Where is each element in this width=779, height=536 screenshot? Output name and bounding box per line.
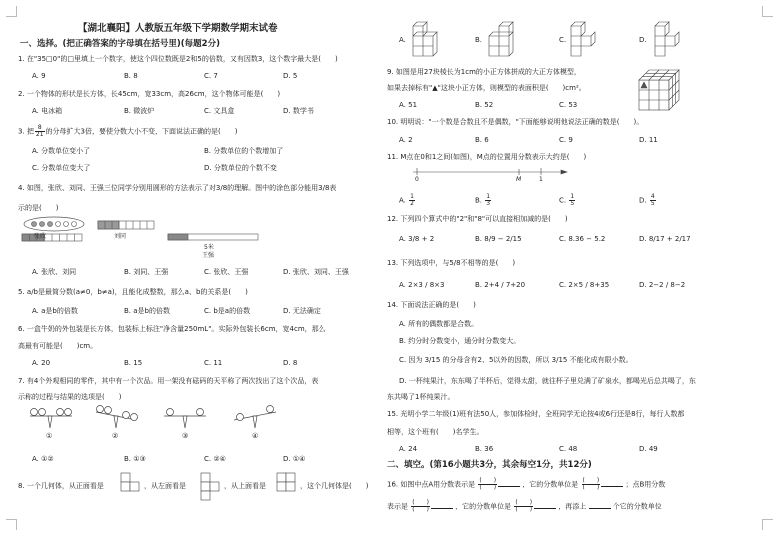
question-8-stem-a: 8. 一个几何体，从正面看是: [18, 482, 104, 490]
question-13-stem: 13. 下列选项中，与5/8不相等的是( ): [387, 259, 516, 267]
q11-option-a[interactable]: [399, 194, 416, 207]
q2-option-a[interactable]: A. 电冰箱: [32, 107, 63, 115]
q2-option-d[interactable]: D. 数学书: [283, 107, 314, 115]
q16-line-d: [534, 502, 556, 509]
q16-line-c: [431, 502, 453, 509]
q9-option-a[interactable]: A. 51: [399, 101, 418, 109]
question-10-stem: 10. 明明说："一个数是合数且不是偶数，"下面能够说明他说法正确的数是( )。: [387, 118, 644, 126]
q7-option-c[interactable]: C. ②④: [204, 455, 226, 463]
q12-option-b[interactable]: B. 8/9 − 2/15: [475, 235, 522, 243]
q11-a-frac: [409, 194, 415, 207]
q14-option-d-line2: 东共喝了1杯纯果汁。: [387, 393, 455, 401]
q6-option-b[interactable]: B. 15: [124, 359, 143, 367]
question-12-stem: 12. 下列四个算式中的"2"和"8"可以直接相加减的是( ): [387, 215, 568, 223]
q8-option-a[interactable]: A.: [399, 36, 406, 44]
q4-option-c[interactable]: C. 张欣、王强: [204, 268, 249, 276]
q11-b-frac: [485, 194, 491, 207]
q11-axis-1: 1: [539, 176, 543, 183]
q13-option-d[interactable]: D. 2−2 / 8−2: [639, 281, 686, 289]
question-7-stem: 7. 有4个外观相同的零件，其中有一个次品。用一架没有砝码的天平称了两次找出了这个次品，表: [18, 377, 319, 385]
q11-option-c[interactable]: [559, 194, 576, 207]
q13-option-c[interactable]: C. 2×5 / 8+35: [559, 281, 610, 289]
q4-label-wangqiang: 王强: [202, 252, 215, 259]
q11-number-line: [411, 166, 571, 184]
q11-axis-0: 0: [415, 176, 419, 183]
q14-option-c[interactable]: C. 因为 3/15 的分母含有2、5以外的因数，所以 3/15 不能化成有限小数。: [399, 356, 633, 364]
q4-option-d[interactable]: D. 张欣、刘同、王强: [283, 268, 349, 276]
question-8-stem-c: ，从上面看是: [224, 482, 266, 490]
q13-option-a[interactable]: A. 2×3 / 8×3: [399, 281, 445, 289]
q16-line2b: ，它的分数单位是: [455, 502, 512, 511]
q15-option-b[interactable]: B. 36: [475, 445, 494, 453]
question-9-stem: 9. 如图是用27块棱长为1cm的小正方体拼成的大正方体模型，: [387, 68, 581, 76]
q8-solid-options: [411, 18, 731, 62]
crop-mark: [762, 519, 773, 530]
q4-option-b[interactable]: B. 刘同、王强: [124, 268, 169, 276]
q3-frac-numerator: 8: [35, 125, 45, 132]
q1-option-a[interactable]: A. 9: [32, 72, 46, 80]
q8-option-c[interactable]: C.: [559, 36, 567, 44]
q9-option-c[interactable]: C. 53: [559, 101, 578, 109]
q12-option-a[interactable]: A. 3/8 + 2: [399, 235, 435, 243]
q12-option-d[interactable]: D. 8/17 + 2/17: [639, 235, 691, 243]
q5-option-c[interactable]: C. b是a的倍数: [204, 307, 251, 315]
crop-mark: [6, 6, 17, 17]
q11-d-label: D.: [639, 196, 647, 205]
question-2-stem: 2. 一个物体的形状是长方体，长45cm，宽33cm，高26cm，这个物体可能是( ): [18, 90, 281, 98]
question-15-stem: 15. 光明小学二年级(1)班有法50人，参加体检时，全班同学无论按4或6行还是8行，每行人数都: [387, 410, 685, 418]
q5-option-b[interactable]: B. a是b的倍数: [124, 307, 170, 315]
question-8-stem-b: ，从左面看是: [144, 482, 186, 490]
q16-stem-text: 16. 如图中点A用分数表示是: [387, 480, 476, 489]
q11-option-d[interactable]: [639, 194, 657, 207]
q7-label-2: ②: [112, 432, 119, 440]
q15-option-d[interactable]: D. 49: [639, 445, 658, 453]
question-16-line2: [387, 500, 662, 513]
q16-blank-b[interactable]: $\frac{( )}{( )}$: [582, 477, 600, 491]
q3-fraction: [35, 125, 45, 138]
q8-left-view: [200, 472, 222, 502]
q10-option-c[interactable]: C. 9: [559, 136, 573, 144]
q9-option-b[interactable]: B. 52: [475, 101, 494, 109]
q3-option-b[interactable]: B. 分数单位的个数增加了: [204, 147, 284, 155]
q3-stem-post: 的分母扩大3倍，要使分数大小不变，下面说法正确的是( ): [45, 127, 238, 136]
q8-option-b[interactable]: B.: [475, 36, 483, 44]
q6-option-c[interactable]: C. 11: [204, 359, 223, 367]
q11-d-frac: [650, 194, 656, 207]
q4-label-5m: 5米: [204, 244, 214, 251]
q3-stem-pre: 3. 把: [18, 127, 34, 136]
q16-line2c: ，再添上: [558, 502, 587, 511]
question-4-stem-line2: 示的是( ): [18, 204, 59, 212]
q4-label-liutong: 刘同: [114, 233, 127, 240]
q7-label-3: ③: [182, 432, 189, 440]
q12-option-c[interactable]: C. 8.36 − 5.2: [559, 235, 606, 243]
q11-b-den: 3: [486, 200, 491, 207]
q7-option-d[interactable]: D. ①④: [283, 455, 306, 463]
q10-option-a[interactable]: A. 2: [399, 136, 413, 144]
q7-balance-figures: [28, 406, 288, 442]
q2-option-c[interactable]: C. 文具盒: [204, 107, 235, 115]
q4-figure: [22, 216, 262, 260]
q16-line-b: [601, 480, 623, 487]
q14-option-b[interactable]: B. 约分时分数变小，通分时分数变大。: [399, 337, 521, 345]
question-14-stem: 14. 下面说法正确的是( ): [387, 301, 476, 309]
q11-b-num: 1: [486, 193, 491, 200]
q6-option-d[interactable]: D. 8: [283, 359, 298, 367]
q16-line-a: [498, 480, 520, 487]
q14-option-a[interactable]: A. 所有的偶数都是合数。: [399, 320, 479, 328]
q15-option-c[interactable]: C. 48: [559, 445, 578, 453]
q16-line2d: 个它的分数单位: [612, 502, 662, 511]
q11-axis-m: M: [516, 176, 522, 183]
q3-option-c[interactable]: C. 分数单位变大了: [32, 164, 91, 172]
q7-label-1: ①: [46, 432, 53, 440]
q11-option-b[interactable]: [475, 194, 492, 207]
q1-option-b[interactable]: B. 8: [124, 72, 138, 80]
q11-c-label: C.: [559, 196, 567, 205]
q11-a-den: 2: [410, 200, 414, 207]
q3-option-d[interactable]: D. 分数单位的个数不变: [204, 164, 277, 172]
q11-c-frac: [569, 194, 575, 207]
q11-d-den: 5: [650, 200, 655, 207]
q15-option-a[interactable]: A. 24: [399, 445, 418, 453]
q3-frac-denominator: 21: [35, 131, 44, 138]
q16-end-text: ；点B用分数: [625, 480, 666, 489]
q1-option-c[interactable]: C. 7: [204, 72, 218, 80]
question-6-stem: 6. 一盒牛奶的外包装是长方体，包装标上标注"净含量250mL"。实际外包装长6cm，宽4cm，那么: [18, 325, 326, 333]
q5-option-d[interactable]: D. 无法确定: [283, 307, 321, 315]
question-15-stem-line2: 相等，这个班有( )名学生。: [387, 428, 484, 436]
q11-a-num: 1: [410, 193, 414, 200]
q16-blank-d[interactable]: $\frac{( )}{( )}$: [515, 499, 533, 513]
q11-a-label: A.: [399, 196, 406, 205]
exam-title: 【湖北襄阳】人教版五年级下学期数学期末试卷: [78, 23, 278, 34]
q2-option-b[interactable]: B. 微波炉: [124, 107, 155, 115]
question-7-stem-line2: 示称的过程与结果的选项是( ): [18, 393, 122, 401]
question-8-stem-d: ，这个几何体是( ): [300, 482, 369, 490]
q6-option-a[interactable]: A. 20: [32, 359, 51, 367]
question-6-stem-line2: 高最有可能是( )cm。: [18, 342, 98, 350]
q16-line2a: 表示是: [387, 502, 408, 511]
q8-top-view: [276, 472, 298, 494]
q5-option-a[interactable]: A. a是b的倍数: [32, 307, 78, 315]
q10-option-d[interactable]: D. 11: [639, 136, 658, 144]
q16-blank-a[interactable]: $\frac{( )}{( )}$: [479, 477, 497, 491]
q7-label-4: ④: [252, 432, 259, 440]
question-3-stem: [18, 125, 237, 138]
section-fill-heading: 二、填空。(第16小题共3分，其余每空1分，共12分): [387, 460, 592, 470]
q11-d-num: 4: [650, 193, 655, 200]
q9-cube-model: [637, 68, 685, 112]
q1-option-d[interactable]: D. 5: [283, 72, 298, 80]
section-choice-heading: 一、选择。(把正确答案的字母填在括号里)(每题2分): [20, 39, 220, 49]
q13-option-b[interactable]: B. 2+4 / 7+20: [475, 281, 526, 289]
q4-option-a[interactable]: A. 张欣、刘同: [32, 268, 77, 276]
q3-option-a[interactable]: A. 分数单位变小了: [32, 147, 91, 155]
q16-mid-text: ，它的分数单位是: [522, 480, 579, 489]
question-5-stem: 5. a/b是最简分数(a≠0，b≠a)，且能化成整数，那么a、b的关系是( ): [18, 288, 248, 296]
q16-blank-c[interactable]: $\frac{( )}{( )}$: [412, 499, 429, 513]
q7-option-a[interactable]: A. ①②: [32, 455, 54, 463]
q11-c-num: 1: [570, 193, 575, 200]
q16-line-e[interactable]: [589, 502, 611, 509]
question-16-stem: [387, 478, 665, 491]
crop-mark: [762, 6, 773, 17]
q7-option-b[interactable]: B. ①③: [124, 455, 146, 463]
crop-mark: [6, 519, 17, 530]
question-11-stem: 11. M点在0和1之间(如图)，M点的位置用分数表示大约是( ): [387, 153, 587, 161]
q4-label-zhangxin: 张欣: [34, 233, 47, 240]
q11-b-label: B.: [475, 196, 483, 205]
q10-option-b[interactable]: B. 6: [475, 136, 489, 144]
q14-option-d[interactable]: D. 一杯纯果汁，东东喝了半杯后，觉得太甜，就往杯子里兑满了矿泉水，都喝光后总共喝了，东: [399, 377, 696, 385]
q8-option-d[interactable]: D.: [639, 36, 647, 44]
question-1-stem: 1. 在"35□0"的□里填上一个数字，使这个四位数既是2和5的倍数，又有因数3，这个数字最大是( ): [18, 55, 338, 63]
question-9-stem-line2: 如果去掉标有"▲"这块小正方体，则模型的表面积是( )cm²。: [387, 84, 586, 92]
q8-front-view: [120, 472, 142, 494]
question-4-stem: 4. 如图，张欣、刘同、王强三位同学分别用圆形的方法表示了对3/8的理解。图中的涂色部分能用3/8表: [18, 184, 337, 192]
q11-c-den: 5: [570, 200, 575, 207]
